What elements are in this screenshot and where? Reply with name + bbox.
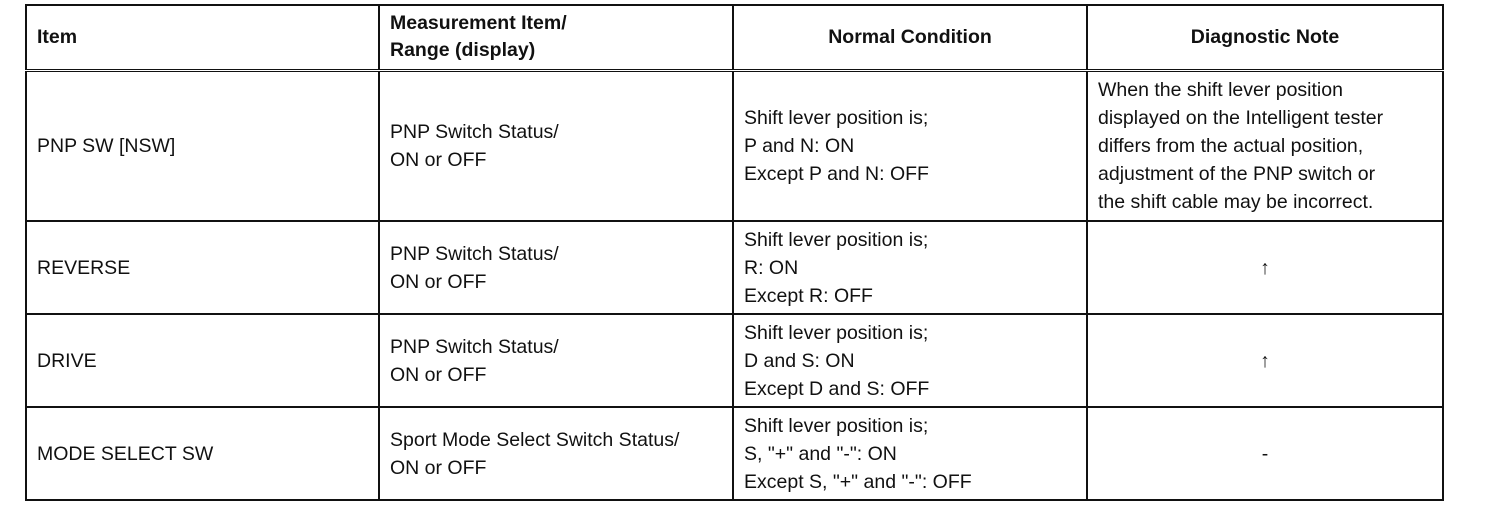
up-arrow-icon: ↑	[1260, 256, 1270, 279]
table-row	[26, 314, 1443, 407]
normal-line: S, "+" and "-": ON	[744, 442, 897, 465]
normal-line: D and S: ON	[744, 349, 855, 372]
cell-normal-condition	[733, 314, 1087, 407]
measurement-line: PNP Switch Status/	[390, 335, 559, 358]
diagnostic-table	[25, 4, 1444, 501]
cell-normal-condition	[733, 407, 1087, 500]
cell-item: DRIVE	[26, 314, 379, 407]
cell-measurement	[379, 314, 733, 407]
table-row	[26, 407, 1443, 500]
cell-diagnostic-note	[1087, 71, 1443, 222]
cell-measurement	[379, 71, 733, 222]
cell-normal-condition	[733, 71, 1087, 222]
note-line: differs from the actual position,	[1098, 135, 1364, 157]
note-line: adjustment of the PNP switch or	[1098, 163, 1376, 185]
measurement-line: PNP Switch Status/	[390, 121, 559, 143]
measurement-line: ON or OFF	[390, 270, 487, 293]
normal-line: Except R: OFF	[744, 284, 873, 307]
normal-line: Shift lever position is;	[744, 228, 929, 251]
measurement-line: Sport Mode Select Switch Status/	[390, 428, 680, 451]
note-line: the shift cable may be incorrect.	[1098, 191, 1374, 213]
measurement-line: ON or OFF	[390, 456, 487, 479]
header-row	[26, 5, 1443, 71]
note-line: displayed on the Intelligent tester	[1098, 107, 1384, 129]
cell-item: REVERSE	[26, 221, 379, 314]
header-diagnostic-note: Diagnostic Note	[1087, 5, 1443, 71]
normal-line: R: ON	[744, 256, 799, 279]
note-line: When the shift lever position	[1098, 79, 1343, 101]
normal-line: Except D and S: OFF	[744, 377, 930, 400]
cell-diagnostic-note	[1087, 221, 1443, 314]
header-normal-condition: Normal Condition	[733, 5, 1087, 71]
header-measurement-line2: Range (display)	[390, 39, 536, 61]
normal-line: Except P and N: OFF	[744, 163, 929, 185]
measurement-line: PNP Switch Status/	[390, 242, 559, 265]
header-measurement	[379, 5, 733, 71]
normal-line: Shift lever position is;	[744, 107, 929, 129]
cell-normal-condition	[733, 221, 1087, 314]
table-row	[26, 221, 1443, 314]
cell-item: PNP SW [NSW]	[26, 71, 379, 222]
header-item: Item	[26, 5, 379, 71]
cell-measurement	[379, 221, 733, 314]
header-measurement-line1: Measurement Item/	[390, 12, 567, 34]
cell-diagnostic-note	[1087, 314, 1443, 407]
normal-line: Shift lever position is;	[744, 414, 929, 437]
normal-line: Except S, "+" and "-": OFF	[744, 470, 972, 493]
normal-line: Shift lever position is;	[744, 321, 929, 344]
normal-line: P and N: ON	[744, 135, 855, 157]
measurement-line: ON or OFF	[390, 149, 487, 171]
cell-diagnostic-note: -	[1087, 407, 1443, 500]
up-arrow-icon: ↑	[1260, 349, 1270, 372]
cell-measurement	[379, 407, 733, 500]
table-row	[26, 71, 1443, 222]
cell-item: MODE SELECT SW	[26, 407, 379, 500]
measurement-line: ON or OFF	[390, 363, 487, 386]
